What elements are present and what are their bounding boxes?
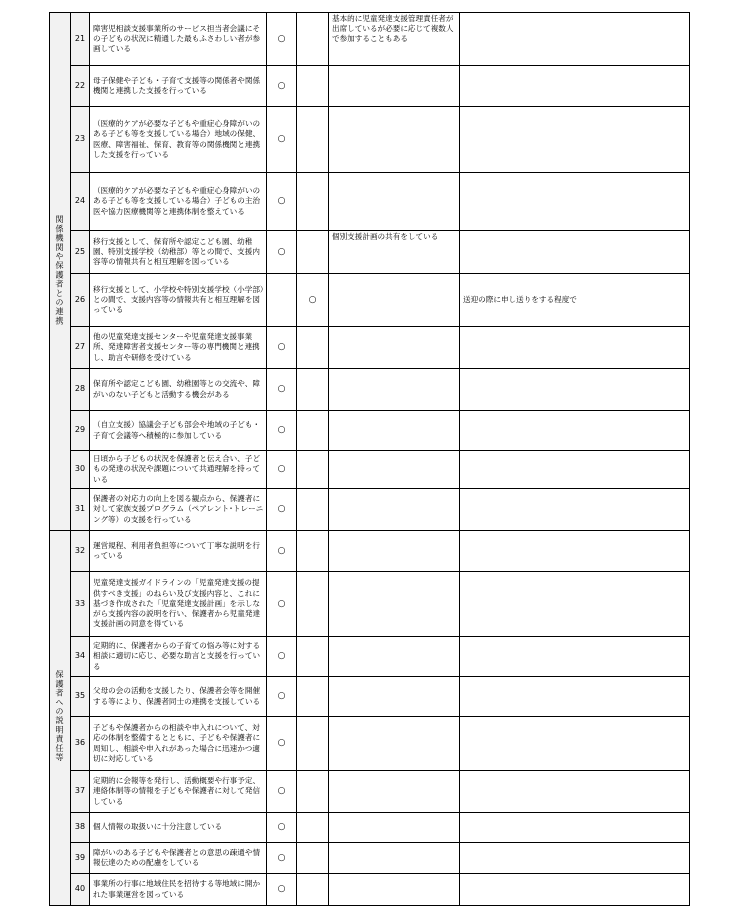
table-row: [50, 173, 690, 231]
yes-mark: ○: [267, 369, 297, 411]
yes-mark: ○: [267, 813, 297, 843]
item-text: 他の児童発達支援センターや児童発達支援事業所、発達障害者支援センター等の専門機関と連携し、助言や研修を受けている: [90, 327, 267, 369]
yes-mark: ○: [267, 66, 297, 107]
yes-mark: ○: [267, 13, 297, 66]
item-number: 36: [71, 717, 90, 771]
evaluation-table: [49, 12, 690, 906]
item-text: 障がいのある子どもや保護者との意思の疎通や情報伝達のための配慮をしている: [90, 843, 267, 874]
improvement-note: [329, 489, 460, 531]
item-number: 21: [71, 13, 90, 66]
no-mark: [297, 489, 329, 531]
improvement-note: [329, 107, 460, 173]
no-mark: [297, 677, 329, 717]
table-row: [50, 637, 690, 677]
table-row: [50, 843, 690, 874]
table-row: [50, 572, 690, 637]
item-number: 27: [71, 327, 90, 369]
yes-mark: ○: [267, 874, 297, 906]
yes-mark: ○: [267, 451, 297, 489]
table-row: [50, 451, 690, 489]
item-number: 40: [71, 874, 90, 906]
improvement-note: [329, 66, 460, 107]
item-text: 障害児相談支援事業所のサービス担当者会議にその子どもの状況に精通した最もふさわしい者が参画している: [90, 13, 267, 66]
table-row: [50, 489, 690, 531]
item-number: 33: [71, 572, 90, 637]
yes-mark: ○: [267, 327, 297, 369]
table-row: [50, 717, 690, 771]
item-text: 児童発達支援ガイドラインの「児童発達支援の提供すべき支援」のねらい及び支援内容と、これに基づき作成された「児童発達支援計画」を示しながら支援内容の説明を行い、保護者から児童発達支援計画の同意を得ている: [90, 572, 267, 637]
improvement-note: [329, 843, 460, 874]
yes-mark: ○: [267, 411, 297, 451]
table-row: [50, 677, 690, 717]
improvement-note: [329, 369, 460, 411]
remark-note: [460, 173, 690, 231]
item-text: 定期的に、保護者からの子育ての悩み等に対する相談に適切に応じ、必要な助言と支援を行っている: [90, 637, 267, 677]
improvement-note: [329, 572, 460, 637]
category-cell: [50, 531, 71, 906]
item-number: 34: [71, 637, 90, 677]
category-label: 関係機関や保護者との連携: [55, 214, 65, 325]
category-cell: [50, 13, 71, 531]
table-row: [50, 13, 690, 66]
remark-note: [460, 677, 690, 717]
no-mark: [297, 637, 329, 677]
item-number: 32: [71, 531, 90, 572]
remark-note: [460, 231, 690, 274]
category-label: 保護者への説明責任等: [55, 670, 65, 763]
table-row: [50, 66, 690, 107]
yes-mark: ○: [267, 771, 297, 813]
no-mark: [297, 843, 329, 874]
yes-mark: ○: [267, 572, 297, 637]
improvement-note: [329, 771, 460, 813]
remark-note: [460, 327, 690, 369]
no-mark: [297, 411, 329, 451]
remark-note: [460, 369, 690, 411]
table-row: [50, 327, 690, 369]
no-mark: [297, 813, 329, 843]
item-number: 39: [71, 843, 90, 874]
table-row: [50, 771, 690, 813]
improvement-note: [329, 637, 460, 677]
yes-mark: ○: [267, 677, 297, 717]
table-row: [50, 531, 690, 572]
yes-mark: [267, 274, 297, 327]
table-row: [50, 274, 690, 327]
remark-note: [460, 107, 690, 173]
item-text: 日頃から子どもの状況を保護者と伝え合い、子どもの発達の状況や課題について共通理解を持っている: [90, 451, 267, 489]
no-mark: [297, 327, 329, 369]
item-text: （自立支援）協議会子ども部会や地域の子ども・子育て会議等へ積極的に参加している: [90, 411, 267, 451]
improvement-note: [329, 874, 460, 906]
no-mark: ○: [297, 274, 329, 327]
yes-mark: ○: [267, 637, 297, 677]
item-text: 保護者の対応力の向上を図る観点から、保護者に対して家族支援プログラム（ペアレント･トレーニング等）の支援を行っている: [90, 489, 267, 531]
item-text: 運営規程、利用者負担等について丁寧な説明を行っている: [90, 531, 267, 572]
item-text: 定期的に会報等を発行し、活動概要や行事予定、連絡体制等の情報を子どもや保護者に対して発信している: [90, 771, 267, 813]
no-mark: [297, 531, 329, 572]
yes-mark: ○: [267, 717, 297, 771]
remark-note: [460, 531, 690, 572]
item-text: （医療的ケアが必要な子どもや重症心身障がいのある子ども等を支援している場合）地域の保健、医療、障害福祉、保育、教育等の関係機関と連携した支援を行っている: [90, 107, 267, 173]
no-mark: [297, 231, 329, 274]
yes-mark: ○: [267, 231, 297, 274]
remark-note: [460, 637, 690, 677]
remark-note: [460, 874, 690, 906]
table-row: [50, 813, 690, 843]
remark-note: [460, 813, 690, 843]
improvement-note: [329, 411, 460, 451]
item-text: 事業所の行事に地域住民を招待する等地域に開かれた事業運営を図っている: [90, 874, 267, 906]
no-mark: [297, 451, 329, 489]
remark-note: [460, 843, 690, 874]
improvement-note: [329, 327, 460, 369]
item-text: 保育所や認定こども園、幼稚園等との交流や、障がいのない子どもと活動する機会がある: [90, 369, 267, 411]
item-number: 38: [71, 813, 90, 843]
remark-note: [460, 451, 690, 489]
no-mark: [297, 717, 329, 771]
no-mark: [297, 874, 329, 906]
item-text: 父母の会の活動を支援したり、保護者会等を開催する等により、保護者同士の連携を支援している: [90, 677, 267, 717]
item-text: （医療的ケアが必要な子どもや重症心身障がいのある子ども等を支援している場合）子どもの主治医や協力医療機関等と連携体制を整えている: [90, 173, 267, 231]
no-mark: [297, 572, 329, 637]
remark-note: 送迎の際に申し送りをする程度で: [460, 274, 690, 327]
item-number: 29: [71, 411, 90, 451]
yes-mark: ○: [267, 107, 297, 173]
remark-note: [460, 717, 690, 771]
item-number: 25: [71, 231, 90, 274]
table-row: [50, 231, 690, 274]
no-mark: [297, 66, 329, 107]
table-row: [50, 369, 690, 411]
improvement-note: [329, 531, 460, 572]
improvement-note: [329, 451, 460, 489]
item-number: 23: [71, 107, 90, 173]
improvement-note: 基本的に児童発達支援管理責任者が出席しているが必要に応じて複数人で参加することもある: [329, 13, 460, 66]
item-text: 子どもや保護者からの相談や申入れについて、対応の体制を整備するとともに、子どもや保護者に周知し、相談や申入れがあった場合に迅速かつ適切に対応している: [90, 717, 267, 771]
improvement-note: [329, 717, 460, 771]
yes-mark: ○: [267, 531, 297, 572]
improvement-note: 個別支援計画の共有をしている: [329, 231, 460, 274]
item-number: 24: [71, 173, 90, 231]
no-mark: [297, 369, 329, 411]
table-row: [50, 874, 690, 906]
table-row: [50, 411, 690, 451]
no-mark: [297, 771, 329, 813]
improvement-note: [329, 677, 460, 717]
item-text: 移行支援として、小学校や特別支援学校（小学部）との間で、支援内容等の情報共有と相互理解を図っている: [90, 274, 267, 327]
improvement-note: [329, 274, 460, 327]
improvement-note: [329, 813, 460, 843]
remark-note: [460, 489, 690, 531]
item-text: 個人情報の取扱いに十分注意している: [90, 813, 267, 843]
remark-note: [460, 411, 690, 451]
yes-mark: ○: [267, 489, 297, 531]
item-number: 31: [71, 489, 90, 531]
item-number: 26: [71, 274, 90, 327]
remark-note: [460, 572, 690, 637]
item-number: 37: [71, 771, 90, 813]
item-number: 30: [71, 451, 90, 489]
no-mark: [297, 173, 329, 231]
item-number: 35: [71, 677, 90, 717]
improvement-note: [329, 173, 460, 231]
table-row: [50, 107, 690, 173]
remark-note: [460, 66, 690, 107]
remark-note: [460, 13, 690, 66]
item-number: 28: [71, 369, 90, 411]
yes-mark: ○: [267, 843, 297, 874]
no-mark: [297, 13, 329, 66]
yes-mark: ○: [267, 173, 297, 231]
no-mark: [297, 107, 329, 173]
remark-note: [460, 771, 690, 813]
item-number: 22: [71, 66, 90, 107]
item-text: 移行支援として、保育所や認定こども園、幼稚園、特別支援学校（幼稚部）等との間で、支援内容等の情報共有と相互理解を図っている: [90, 231, 267, 274]
item-text: 母子保健や子ども・子育て支援等の関係者や関係機関と連携した支援を行っている: [90, 66, 267, 107]
